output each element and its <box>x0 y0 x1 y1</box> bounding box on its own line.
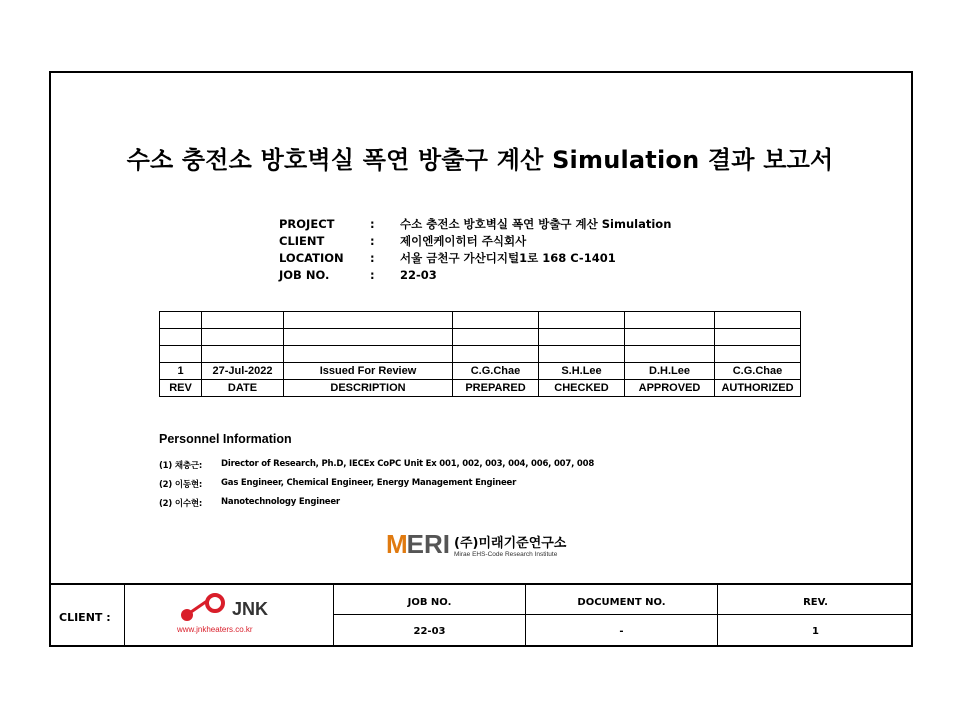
footer-rev-label: REV. <box>803 597 828 608</box>
footer-client-label: CLIENT : <box>59 611 111 624</box>
table-cell <box>539 329 625 346</box>
table-cell <box>715 312 801 329</box>
table-cell <box>453 312 539 329</box>
info-colon: : <box>370 233 375 248</box>
table-cell <box>715 346 801 363</box>
table-cell: D.H.Lee <box>625 363 715 380</box>
person-desc: Gas Engineer, Chemical Engineer, Energy Management Engineer <box>221 478 517 488</box>
table-cell <box>539 346 625 363</box>
info-row-location <box>279 249 671 266</box>
table-cell <box>202 312 284 329</box>
meri-logo-m: M <box>386 529 407 559</box>
info-row-project <box>279 215 671 232</box>
table-cell <box>284 312 453 329</box>
footer-job-no-label: JOB NO. <box>407 597 452 608</box>
info-colon: : <box>370 267 375 282</box>
table-row <box>160 312 801 329</box>
table-header-cell: REV <box>160 380 202 397</box>
footer-job-no-value: 22-03 <box>413 626 446 637</box>
personnel-heading: Personnel Information <box>159 432 292 446</box>
table-cell: S.H.Lee <box>539 363 625 380</box>
table-row <box>160 329 801 346</box>
info-row-client <box>279 232 671 249</box>
person-entry <box>159 497 340 509</box>
meri-korean-name: (주)미래기준연구소 <box>454 535 567 551</box>
table-header-row <box>160 380 801 397</box>
meri-logo-text <box>454 532 566 558</box>
person-name: (2) 이수현: <box>159 499 203 509</box>
info-key: LOCATION <box>279 250 344 265</box>
info-key: PROJECT <box>279 216 335 231</box>
table-cell <box>625 312 715 329</box>
info-value: 22-03 <box>400 267 437 282</box>
info-row-job-no <box>279 266 671 283</box>
footer-top-border <box>49 583 913 585</box>
meri-english-name: Mirae EHS-Code Research Institute <box>454 550 558 558</box>
table-row <box>160 346 801 363</box>
table-cell: C.G.Chae <box>453 363 539 380</box>
table-cell <box>284 346 453 363</box>
footer-divider <box>333 614 913 615</box>
info-value: 수소 충전소 방호벽실 폭연 방출구 계산 Simulation <box>400 216 672 231</box>
footer-doc-no-value: - <box>619 626 624 637</box>
person-entry <box>159 459 594 471</box>
table-cell <box>160 312 202 329</box>
table-cell: C.G.Chae <box>715 363 801 380</box>
table-cell <box>284 329 453 346</box>
table-cell <box>715 329 801 346</box>
table-row <box>160 363 801 380</box>
project-info <box>279 215 671 283</box>
table-header-cell: PREPARED <box>453 380 539 397</box>
table-cell <box>160 346 202 363</box>
table-cell <box>453 329 539 346</box>
person-name: (1) 채충근: <box>159 461 203 471</box>
table-header-cell: DESCRIPTION <box>284 380 453 397</box>
info-key: JOB NO. <box>279 267 330 282</box>
info-value: 서울 금천구 가산디지털1로 168 C-1401 <box>400 250 616 265</box>
table-cell <box>202 329 284 346</box>
table-header-cell: DATE <box>202 380 284 397</box>
meri-logo <box>386 529 566 560</box>
table-cell <box>539 312 625 329</box>
table-cell: Issued For Review <box>284 363 453 380</box>
info-colon: : <box>370 216 375 231</box>
table-cell: 27-Jul-2022 <box>202 363 284 380</box>
table-cell <box>453 346 539 363</box>
table-cell <box>160 329 202 346</box>
title-block-footer <box>49 583 913 645</box>
table-cell <box>202 346 284 363</box>
table-header-cell: CHECKED <box>539 380 625 397</box>
person-name: (2) 이동현: <box>159 480 203 490</box>
footer-doc-no-label: DOCUMENT NO. <box>577 597 666 608</box>
person-desc: Director of Research, Ph.D, IECEx CoPC Unit Ex 001, 002, 003, 004, 006, 007, 008 <box>221 459 595 469</box>
document-title: 수소 충전소 방호벽실 폭연 방출구 계산 Simulation 결과 보고서 <box>126 146 834 174</box>
footer-rev-value: 1 <box>812 626 819 637</box>
table-header-cell: AUTHORIZED <box>715 380 801 397</box>
jnk-logo-icon <box>177 593 233 623</box>
table-cell <box>625 346 715 363</box>
table-cell <box>625 329 715 346</box>
person-desc: Nanotechnology Engineer <box>221 497 340 507</box>
jnk-logo-url: www.jnkheaters.co.kr <box>177 625 253 634</box>
jnk-logo-name: JNK <box>232 599 269 619</box>
revision-table <box>159 311 801 397</box>
info-value: 제이엔케이히터 주식회사 <box>400 233 527 248</box>
info-colon: : <box>370 250 375 265</box>
person-entry <box>159 478 516 490</box>
footer-divider <box>124 583 125 645</box>
info-key: CLIENT <box>279 233 325 248</box>
meri-logo-eri: ERI <box>406 529 451 559</box>
jnk-logo <box>177 593 327 641</box>
table-cell: 1 <box>160 363 202 380</box>
table-header-cell: APPROVED <box>625 380 715 397</box>
